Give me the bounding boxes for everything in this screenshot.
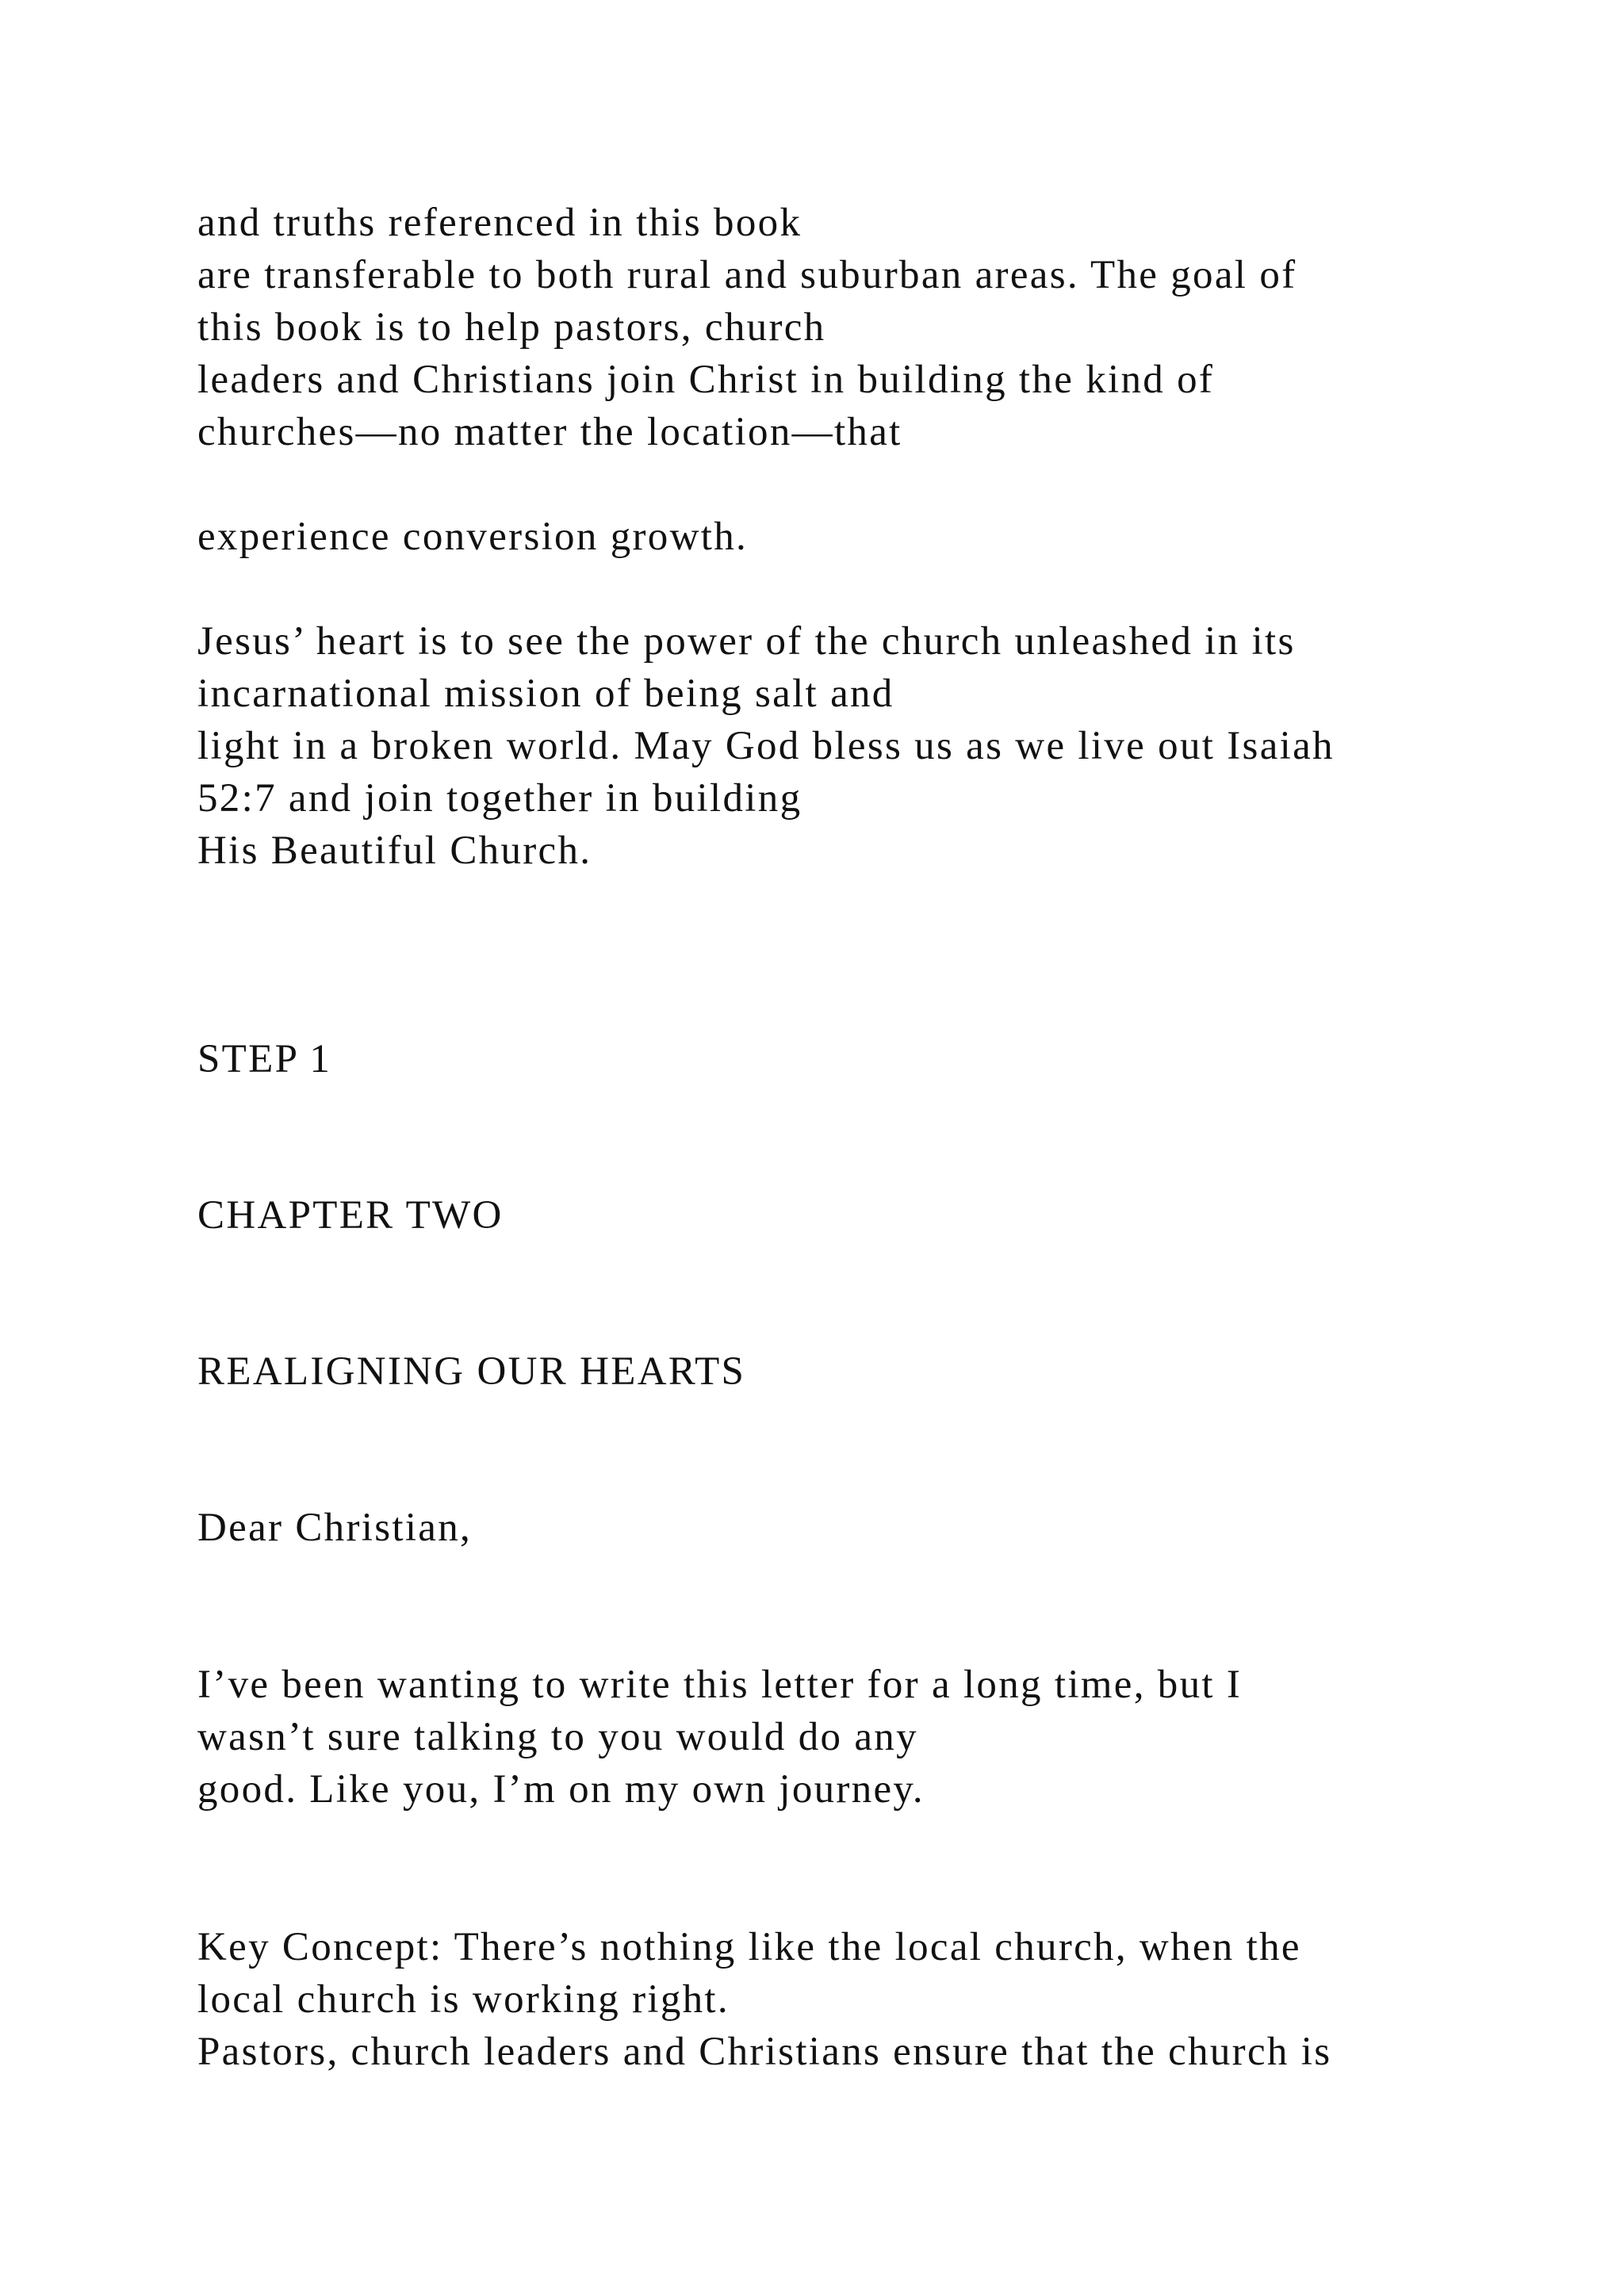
text-line: light in a broken world. May God bless us as we live out Isaiah: [197, 724, 1335, 768]
text-line: incarnational mission of being salt and: [197, 672, 894, 716]
step-label: STEP 1: [197, 1037, 332, 1081]
chapter-label: CHAPTER TWO: [197, 1193, 504, 1238]
text-line: I’ve been wanting to write this letter for a long time, but I: [197, 1663, 1243, 1707]
text-line: churches—no matter the location—that: [197, 410, 902, 454]
text-line: Key Concept: There’s nothing like the local church, when the: [197, 1925, 1301, 1969]
text-line: Pastors, church leaders and Christians ensure that the church is: [197, 2030, 1332, 2074]
text-line: and truths referenced in this book: [197, 201, 802, 245]
text-line: are transferable to both rural and suburban areas. The goal of: [197, 253, 1297, 297]
conversion-growth-line: experience conversion growth.: [197, 515, 749, 559]
text-line: His Beautiful Church.: [197, 828, 592, 873]
text-line: wasn’t sure talking to you would do any: [197, 1715, 918, 1759]
text-line: local church is working right.: [197, 1977, 730, 2022]
chapter-title: REALIGNING OUR HEARTS: [197, 1349, 746, 1394]
text-line: leaders and Christians join Christ in building the kind of: [197, 358, 1215, 402]
salutation: Dear Christian,: [197, 1506, 473, 1550]
text-line: good. Like you, I’m on my own journey.: [197, 1767, 925, 1812]
text-line: 52:7 and join together in building: [197, 776, 802, 821]
text-line: Jesus’ heart is to see the power of the church unleashed in its: [197, 619, 1296, 664]
text-line: this book is to help pastors, church: [197, 305, 826, 350]
